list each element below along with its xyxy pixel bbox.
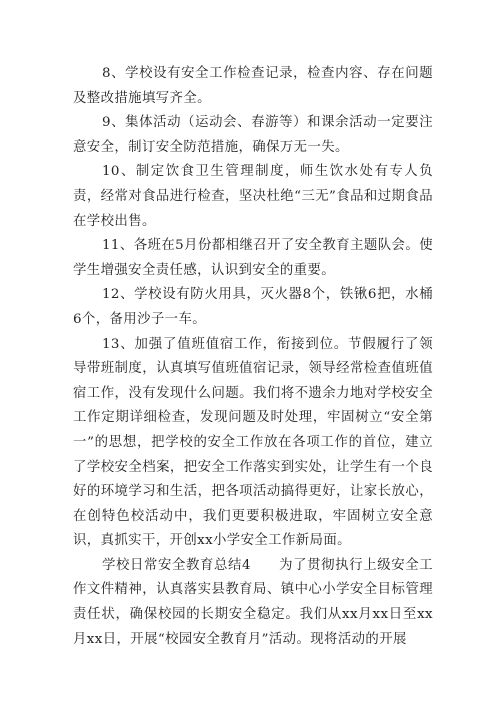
paragraph-item-12: 12、学校设有防火用具，灭火器8个，铁锹6把，水桶6个，备用沙子一车。 [73, 287, 433, 327]
paragraph-item-9: 9、集体活动（运动会、春游等）和课余活动一定要注意安全，制订安全防范措施，确保万无一失。 [73, 115, 433, 155]
paragraph-item-11: 11、各班在5月份都相继召开了安全教育主题队会。使学生增强安全责任感，认识到安全的重要。 [73, 238, 433, 278]
paragraph-item-10: 10、制定饮食卫生管理制度，师生饮水处有专人负责，经常对食品进行检查，坚决杜绝“三无”食品和过期食品在学校出售。 [73, 164, 433, 229]
paragraph-summary-4: 学校日常安全教育总结4 为了贯彻执行上级安全工作文件精神，认真落实县教育局、镇中心小学安全目标管理责任状，确保校园的长期安全稳定。我们从xx月xx日至xx月xx日，开展“校园安全教育月”活动。现将活动的开展 [73, 557, 433, 647]
document-body [73, 62, 433, 652]
paragraph-item-13: 13、加强了值班值宿工作，衔接到位。节假履行了领导带班制度，认真填写值班值宿记录，领导经常检查值班值宿工作，没有发现什么问题。我们将不遗余力地对学校安全工作定期详细检查，发现问题及时处理，牢固树立“安全第一”的思想，把学校的安全工作放在各项工作的首位，建立了学校安全档案，把安全工作落实到实处，让学生有一个良好的环境学习和生活，把各项活动搞得更好，让家长放心，在创特色校活动中，我们更要积极进取，牢固树立安全意识，真抓实干，开创xx小学安全工作新局面。 [73, 336, 433, 549]
paragraph-item-8: 8、学校设有安全工作检查记录，检查内容、存在问题及整改措施填写齐全。 [73, 66, 433, 106]
